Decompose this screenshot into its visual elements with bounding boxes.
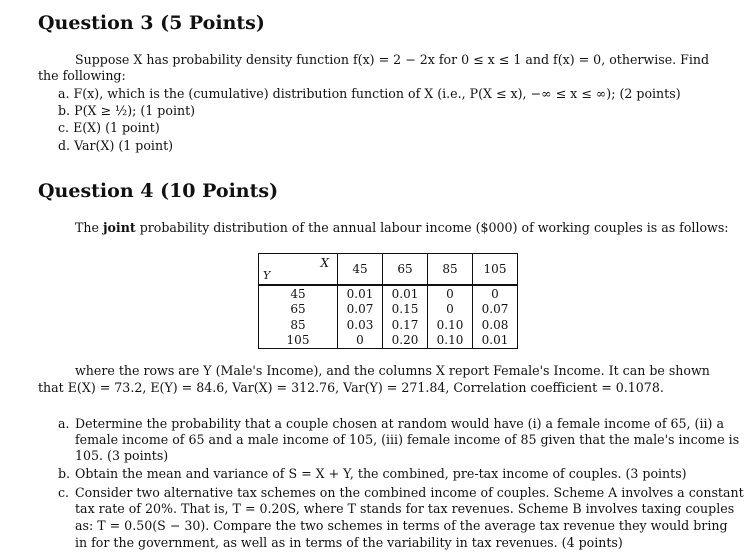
question-3-title: Question 3 (5 Points) xyxy=(38,12,265,34)
cell: 0.15 xyxy=(383,302,428,318)
x-header: 85 xyxy=(428,254,473,286)
cell: 0.03 xyxy=(338,317,383,333)
q4-intro-bold: joint xyxy=(102,220,136,235)
q4-part-a-line: female income of 65 and a male income of 105, (iii) female income of 85 given that the male's income is xyxy=(75,432,740,447)
q4-part-a-label: a. xyxy=(58,416,70,431)
table-row xyxy=(259,285,518,302)
cell: 0.08 xyxy=(473,317,518,333)
q4-part-c-line: tax rate of 20%. That is, T = 0.20S, where T stands for tax revenues. Scheme B involves taxing couples xyxy=(75,501,735,516)
item-label: a. xyxy=(58,86,70,101)
item-text: P(X ≥ ½); (1 point) xyxy=(74,103,196,118)
cell: 0.20 xyxy=(383,333,428,349)
item-label: d. xyxy=(58,138,71,153)
y-value: 105 xyxy=(259,333,338,349)
q3-intro-line1: Suppose X has probability density function f(x) = 2 − 2x for 0 ≤ x ≤ 1 and f(x) = 0, otherwise. Find xyxy=(75,52,710,67)
y-value: 85 xyxy=(259,317,338,333)
y-axis-label: Y xyxy=(263,269,271,282)
cell: 0.01 xyxy=(338,285,383,302)
q3-intro-line2: the following: xyxy=(38,68,126,83)
cell: 0.10 xyxy=(428,333,473,349)
q4-part-b-label: b. xyxy=(58,466,71,481)
item-text: F(x), which is the (cumulative) distribution function of X (i.e., P(X ≤ x), −∞ ≤ x ≤ ∞); (2 points) xyxy=(73,86,681,101)
q4-part-c-line: Consider two alternative tax schemes on the combined income of couples. Scheme A involves a constant xyxy=(75,485,744,500)
item-label: c. xyxy=(58,120,70,135)
q3-item-d xyxy=(58,138,173,155)
q4-part-a-line: 105. (3 points) xyxy=(75,448,169,463)
cell: 0.07 xyxy=(338,302,383,318)
cell: 0.17 xyxy=(383,317,428,333)
x-header: 105 xyxy=(473,254,518,286)
x-header: 65 xyxy=(383,254,428,286)
q4-part-b-line: Obtain the mean and variance of S = X + Y, the combined, pre-tax income of couples. (3 points) xyxy=(75,466,687,481)
x-axis-label: X xyxy=(320,256,329,270)
q4-part-a-line: Determine the probability that a couple chosen at random would have (i) a female income of 65, (ii) a xyxy=(75,416,724,431)
q4-part-c-label: c. xyxy=(58,485,70,500)
item-label: b. xyxy=(58,103,71,118)
q4-part-c-line: in for the government, as well as in terms of the variability in tax revenues. (4 points) xyxy=(75,535,623,550)
q4-after-line2: that E(X) = 73.2, E(Y) = 84.6, Var(X) = 312.76, Var(Y) = 271.84, Correlation coefficient = 0.1078. xyxy=(38,380,664,395)
q3-item-a xyxy=(58,86,681,103)
y-value: 45 xyxy=(259,285,338,302)
cell: 0.07 xyxy=(473,302,518,318)
table-row xyxy=(259,317,518,333)
q4-intro-post: probability distribution of the annual labour income ($000) of working couples is as follows: xyxy=(135,220,729,235)
q4-intro xyxy=(75,220,729,237)
table-corner xyxy=(259,254,338,286)
table-row xyxy=(259,302,518,318)
cell: 0 xyxy=(338,333,383,349)
question-4-title: Question 4 (10 Points) xyxy=(38,180,279,202)
item-text: E(X) (1 point) xyxy=(73,120,160,135)
cell: 0 xyxy=(428,302,473,318)
cell: 0 xyxy=(473,285,518,302)
cell: 0.10 xyxy=(428,317,473,333)
table-row xyxy=(259,333,518,349)
x-header: 45 xyxy=(338,254,383,286)
q3-item-c xyxy=(58,120,160,137)
item-text: Var(X) (1 point) xyxy=(74,138,174,153)
q4-after-line1: where the rows are Y (Male's Income), and the columns X report Female's Income. It can be shown xyxy=(75,363,710,378)
cell: 0.01 xyxy=(473,333,518,349)
y-value: 65 xyxy=(259,302,338,318)
cell: 0 xyxy=(428,285,473,302)
q4-intro-pre: The xyxy=(75,220,103,235)
cell: 0.01 xyxy=(383,285,428,302)
q4-part-c-line: as: T = 0.50(S − 30). Compare the two schemes in terms of the average tax revenue they would bring xyxy=(75,518,728,533)
q3-item-b xyxy=(58,103,195,120)
joint-distribution-table xyxy=(258,253,518,349)
